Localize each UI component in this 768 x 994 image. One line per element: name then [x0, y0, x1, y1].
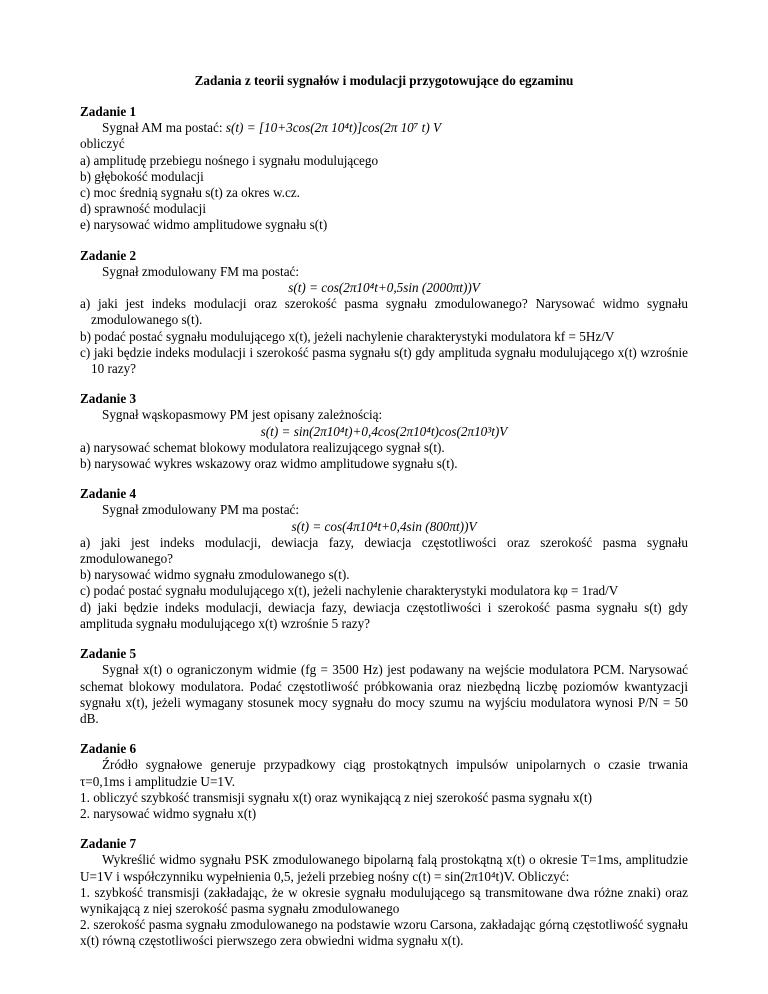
task-intro: Sygnał wąskopasmowy PM jest opisany zależnością:: [102, 407, 383, 423]
task-intro: Sygnał AM ma postać: s(t) = [10+3cos(2π 10⁴t)]cos(2π 10⁷ t) V: [102, 120, 442, 136]
task-line: 1. obliczyć szybkość transmisji sygnału x(t) oraz wynikającą z niej szerokość pasma sygnału x(t): [80, 789, 592, 805]
task-intro: Sygnał zmodulowany FM ma postać:: [102, 263, 300, 279]
task-line: obliczyć: [80, 136, 125, 152]
task-formula: s(t) = sin(2π10⁴t)+0,4cos(2π10⁴t)cos(2π10³t)V: [260, 423, 508, 439]
task-heading: Zadanie 2: [80, 247, 137, 263]
task-item: c) jaki będzie indeks modulacji i szerokość pasma sygnału s(t) gdy amplituda sygnału modulującego x(t) wzrośnie 10 razy?: [80, 344, 688, 377]
task-intro: Sygnał zmodulowany PM ma postać:: [102, 502, 300, 518]
task-body: Wykreślić widmo sygnału PSK zmodulowanego bipolarną falą prostokątną x(t) o okresie T=1ms, amplitudzie U=1V i współczynniku wypełnienia 0,5, jeżeli przebieg nośny c(t) = sin(2π10⁴t)V. Obliczyć:: [80, 852, 688, 884]
task-heading: Zadanie 7: [80, 836, 137, 852]
task-formula: s(t) = cos(2π10⁴t+0,5sin (2000πt))V: [288, 280, 480, 296]
task-1: [80, 104, 688, 234]
task-3: [80, 391, 688, 472]
task-formula: s(t) = cos(4π10⁴t+0,4sin (800πt))V: [291, 518, 477, 534]
task-line: 1. szybkość transmisji (zakładając, że w okresie sygnału modulującego są transmitowane dwa różne znaki) oraz wynikającą z niej szerokość pasma sygnału zmodulowanego: [80, 884, 688, 916]
task-4: [80, 486, 688, 632]
task-body: Sygnał x(t) o ograniczonym widmie (fg = 3500 Hz) jest podawany na wejście modulatora PCM. Narysować schemat blokowy modulatora. Podać częstotliwość próbkowania oraz niezbędną liczbę poziomów kwantyzacji sygnału x(t), jeżeli wymagany stosunek mocy sygnału do mocy szumu na wyjściu modulatora wynosi P/N = 50 dB.: [80, 662, 688, 726]
task-heading: Zadanie 4: [80, 486, 137, 502]
task-line: a) amplitudę przebiegu nośnego i sygnału modulującego: [80, 152, 379, 168]
task-heading: Zadanie 1: [80, 104, 137, 119]
task-line: 2. szerokość pasma sygnału zmodulowanego na podstawie wzoru Carsona, zakładając górną częstotliwość sygnału x(t) równą częstotliwości pierwszego zera obwiedni widma sygnału x(t).: [80, 917, 688, 949]
task-line: c) podać postać sygnału modulującego x(t), jeżeli nachylenie charakterystyki modulatora kφ = 1rad/V: [80, 583, 619, 599]
task-heading: Zadanie 5: [80, 646, 137, 662]
task-item: a) jaki jest indeks modulacji oraz szerokość pasma sygnału zmodulowanego? Narysować widmo sygnału zmodulowanego s(t).: [80, 296, 688, 328]
document-title: Zadania z teorii sygnałów i modulacji przygotowujące do egzaminu: [194, 73, 574, 88]
task-line: 2. narysować widmo sygnału x(t): [80, 805, 257, 821]
task-heading: Zadanie 3: [80, 391, 137, 407]
task-item: b) podać postać sygnału modulującego x(t), jeżeli nachylenie charakterystyki modulatora kf = 5Hz/V: [80, 328, 615, 344]
task-line: b) głębokość modulacji: [80, 168, 204, 184]
task-5: [80, 646, 688, 727]
task-line: a) narysować schemat blokowy modulatora realizującego sygnał s(t).: [80, 439, 445, 455]
task-line: a) jaki jest indeks modulacji, dewiacja fazy, dewiacja częstotliwości oraz szerokość pasma sygnału zmodulowanego?: [80, 534, 688, 567]
task-line: d) jaki będzie indeks modulacji, dewiacja fazy, dewiacja częstotliwości i szerokość pasma sygnału s(t) gdy amplituda sygnału modulującego x(t) wzrośnie 5 razy?: [80, 599, 688, 631]
task-6: [80, 741, 688, 822]
task-heading: Zadanie 6: [80, 741, 137, 757]
task-line: b) narysować wykres wskazowy oraz widmo amplitudowe sygnału s(t).: [80, 456, 458, 472]
task-line: c) moc średnią sygnału s(t) za okres w.cz.: [80, 185, 300, 201]
task-line: b) narysować widmo sygnału zmodulowanego s(t).: [80, 567, 350, 583]
task-formula: s(t) = [10+3cos(2π 10⁴t)]cos(2π 10⁷ t) V: [225, 120, 442, 136]
task-line: e) narysować widmo amplitudowe sygnału s(t): [80, 217, 328, 233]
task-7: [80, 836, 688, 949]
task-2: [80, 248, 688, 378]
task-body: Źródło sygnałowe generuje przypadkowy ciąg prostokątnych impulsów unipolarnych o czasie trwania τ=0,1ms i amplitudzie U=1V.: [80, 757, 688, 789]
document-body: [80, 104, 688, 964]
task-line: d) sprawność modulacji: [80, 201, 206, 217]
